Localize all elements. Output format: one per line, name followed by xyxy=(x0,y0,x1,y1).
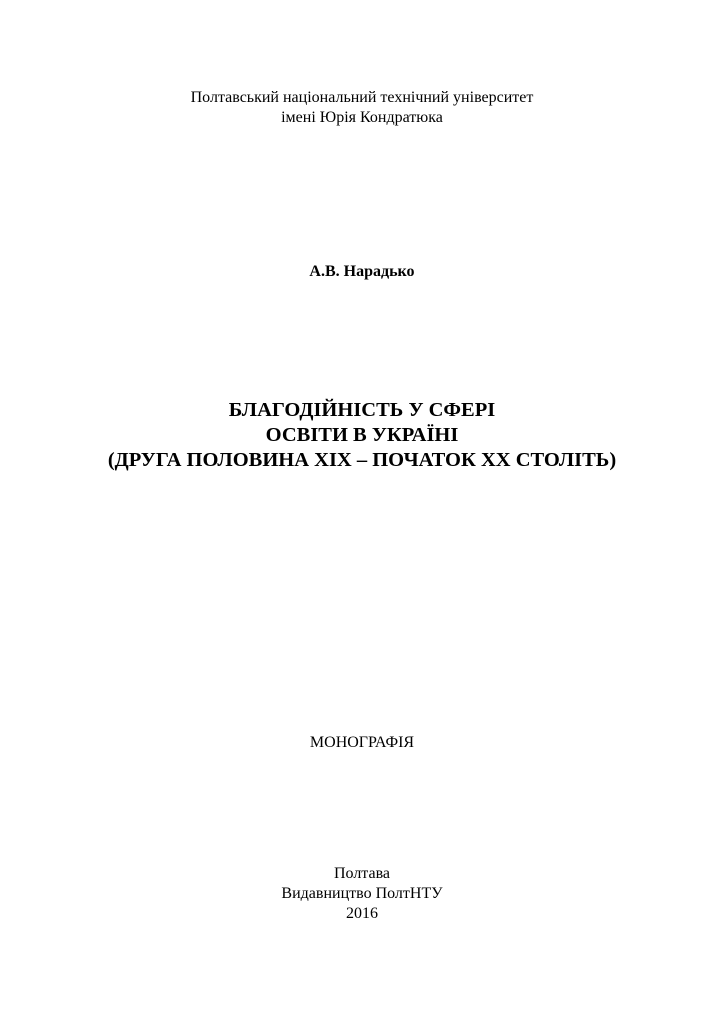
title-line-3: (ДРУГА ПОЛОВИНА XIX – ПОЧАТОК XX СТОЛІТЬ) xyxy=(107,449,617,471)
title-line-2: ОСВІТИ В УКРАЇНІ xyxy=(265,424,459,446)
author-name: А.В. Нарадько xyxy=(309,263,415,280)
imprint xyxy=(0,864,724,924)
publication-genre: МОНОГРАФІЯ xyxy=(309,734,415,751)
book-title xyxy=(0,398,724,473)
title-line-1: БЛАГОДІЙНІСТЬ У СФЕРІ xyxy=(228,399,496,421)
institution-line-2: імені Юрія Кондратюка xyxy=(281,109,443,126)
imprint-year: 2016 xyxy=(346,905,378,922)
imprint-publisher: Видавництво ПолтНТУ xyxy=(281,885,443,902)
institution-line-1: Полтавський національний технічний університет xyxy=(190,89,534,106)
imprint-city: Полтава xyxy=(333,865,391,882)
institution-name xyxy=(0,88,724,128)
